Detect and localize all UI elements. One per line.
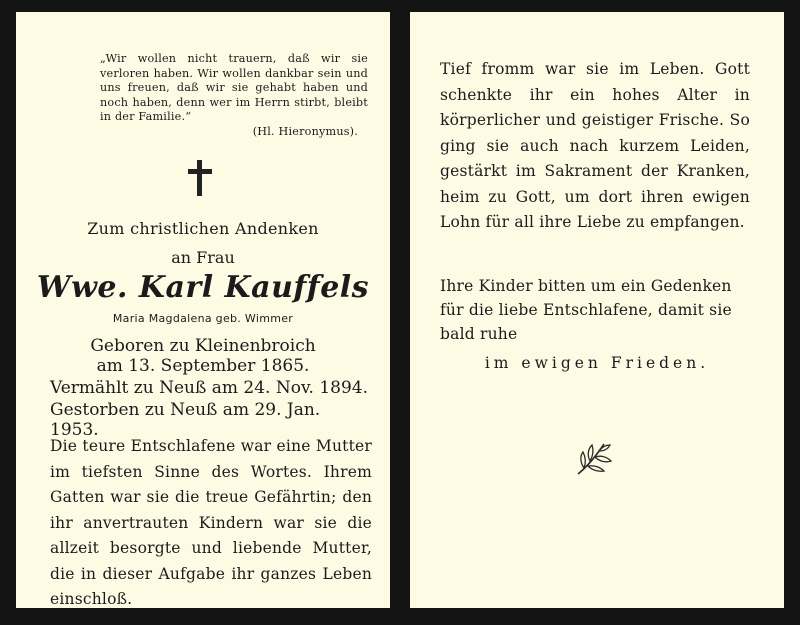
right-card-panel (410, 12, 784, 608)
quote-source: (Hl. Hieronymus). (252, 124, 358, 138)
death-date: Gestorben zu Neuß am 29. Jan. 1953. (50, 400, 321, 440)
birth-date: am 13. September 1865. (96, 356, 310, 376)
cross-icon (188, 160, 212, 196)
marriage-date: Vermählt zu Neuß am 24. Nov. 1894. (50, 378, 369, 398)
quote-block (100, 52, 368, 139)
left-card-panel (16, 12, 390, 608)
palm-sprig-icon (574, 440, 614, 476)
prayer-request: Ihre Kinder bitten um ein Gedenken für die liebe Entschlafene, damit sie bald ruhe (440, 277, 732, 343)
closing-line: im ewigen Frieden. (484, 354, 710, 372)
memorial-heading: Zum christlichen Andenken (87, 219, 319, 238)
birth-place: Geboren zu Kleinenbroich (90, 336, 316, 356)
deceased-name: Wwe. Karl Kauffels (36, 270, 370, 305)
maiden-name: Maria Magdalena geb. Wimmer (112, 312, 294, 325)
life-paragraph: Tief fromm war sie im Leben. Gott schenkte ihr ein hohes Alter in körperlicher und geistiger Frische. So ging sie auch nach kurzem Leiden, gestärkt im Sakrament der Kranken, heim zu Gott, um dort ihren ewigen Lohn für all ihre Liebe zu empfangen. (440, 60, 750, 231)
tribute-paragraph: Die teure Entschlafene war eine Mutter im tiefsten Sinne des Wortes. Ihrem Gatten war sie die treue Gefährtin; den ihr anvertrauten Kindern war sie die allzeit besorgte und liebende Mutter, die in dieser Aufgabe ihr ganzes Leben einschloß. (50, 437, 372, 608)
salutation: an Frau (171, 248, 235, 267)
quote-text: „Wir wollen nicht trauern, daß wir sie verloren haben. Wir wollen dankbar sein und uns freuen, daß wir sie gehabt haben und noch haben, denn wer im Herrn stirbt, bleibt in der Familie.“ (100, 52, 368, 123)
